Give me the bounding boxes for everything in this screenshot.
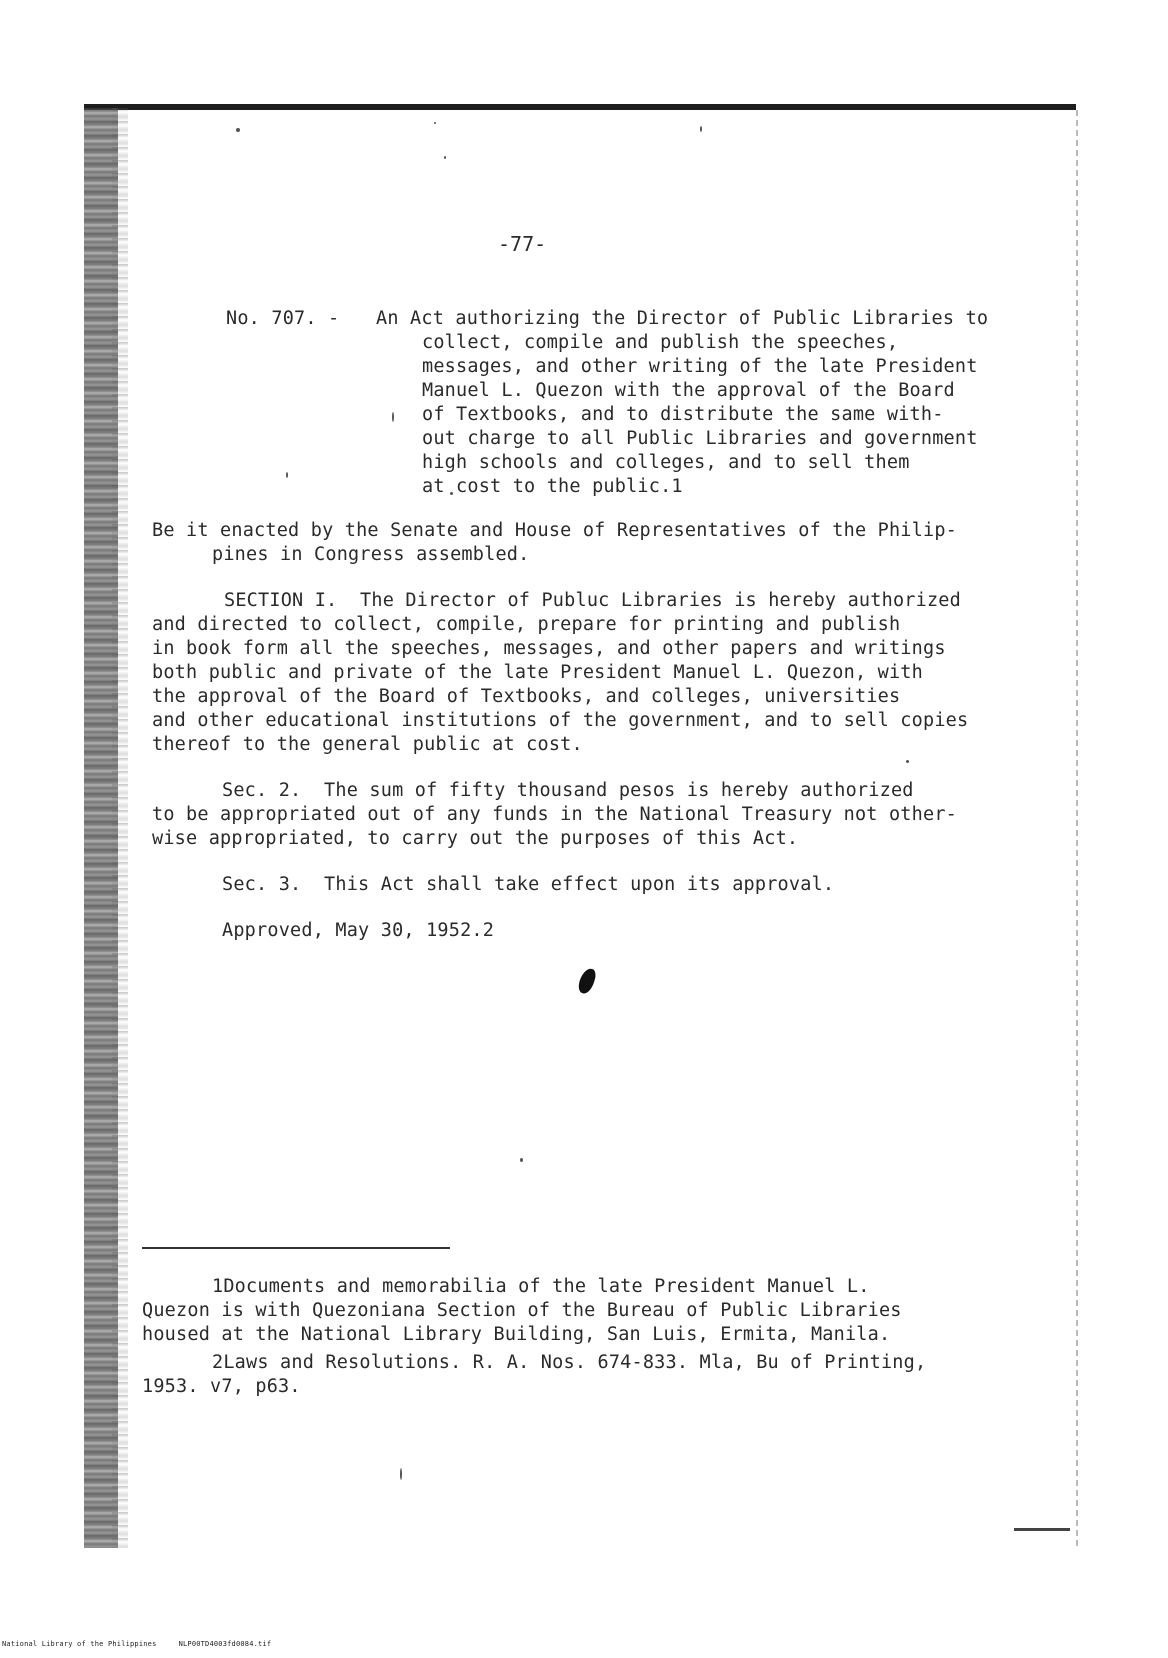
section1-line: and directed to collect, compile, prepare for printing and publish <box>152 614 901 635</box>
footnote-line: Quezon is with Quezoniana Section of the Bureau of Public Libraries <box>142 1300 902 1321</box>
act-title-line: Manuel L. Quezon with the approval of the Board <box>422 380 955 401</box>
footnote-line: 1Documents and memorabilia of the late President Manuel L. <box>212 1276 870 1297</box>
speck <box>906 760 909 763</box>
speck <box>392 412 394 422</box>
act-title-line: of Textbooks, and to distribute the same with- <box>422 404 944 425</box>
right-scan-edge <box>1076 110 1078 1550</box>
speck <box>520 1158 523 1162</box>
act-title-line: An Act authorizing the Director of Public Libraries to <box>376 308 989 329</box>
section1-line: the approval of the Board of Textbooks, and colleges, universities <box>152 686 901 707</box>
footnote-line: housed at the National Library Building, San Luis, Ermita, Manila. <box>142 1324 891 1345</box>
act-title-line: high schools and colleges, and to sell them <box>422 452 910 473</box>
enacting-clause-line: pines in Congress assembled. <box>212 544 530 565</box>
section2-line: to be appropriated out of any funds in the National Treasury not other- <box>152 804 957 825</box>
speck <box>444 156 446 159</box>
section2-line: wise appropriated, to carry out the purposes of this Act. <box>152 828 799 849</box>
approval-date: Approved, May 30, 1952.2 <box>222 920 495 941</box>
speck <box>286 472 288 478</box>
act-title-line: messages, and other writing of the late President <box>422 356 978 377</box>
top-edge-rule <box>84 104 1076 110</box>
act-number: No. 707. - <box>226 308 340 329</box>
archive-footer-caption: National Library of the Philippines NLP00TD4003fd0084.tif <box>2 1640 272 1648</box>
section1-line: both public and private of the late President Manuel L. Quezon, with <box>152 662 923 683</box>
bottom-right-mark <box>1014 1528 1070 1531</box>
footnote-rule <box>142 1247 450 1249</box>
left-scan-edge-shadow <box>112 108 128 1548</box>
act-title-line: collect, compile and publish the speeches, <box>422 332 899 353</box>
section2-line: Sec. 2. The sum of fifty thousand pesos is hereby authorized <box>222 780 914 801</box>
page-number: -77- <box>498 232 547 256</box>
ink-blot <box>576 966 597 995</box>
speck <box>400 1468 402 1480</box>
section1-line: SECTION I. The Director of Publuc Libraries is hereby authorized <box>224 590 961 611</box>
speck <box>434 122 436 124</box>
section1-line: thereof to the general public at cost. <box>152 734 583 755</box>
enacting-clause-line: Be it enacted by the Senate and House of Representatives of the Philip- <box>152 520 957 541</box>
act-title-line: out charge to all Public Libraries and government <box>422 428 978 449</box>
footnote-line: 1953. v7, p63. <box>142 1376 301 1397</box>
act-title-line: at cost to the public.1 <box>422 476 683 497</box>
footnote-line: 2Laws and Resolutions. R. A. Nos. 674-833. Mla, Bu of Printing, <box>212 1352 927 1373</box>
section3-line: Sec. 3. This Act shall take effect upon its approval. <box>222 874 835 895</box>
section1-line: and other educational institutions of the government, and to sell copies <box>152 710 969 731</box>
speck <box>236 128 240 132</box>
speck <box>700 126 702 132</box>
section1-line: in book form all the speeches, messages, and other papers and writings <box>152 638 946 659</box>
